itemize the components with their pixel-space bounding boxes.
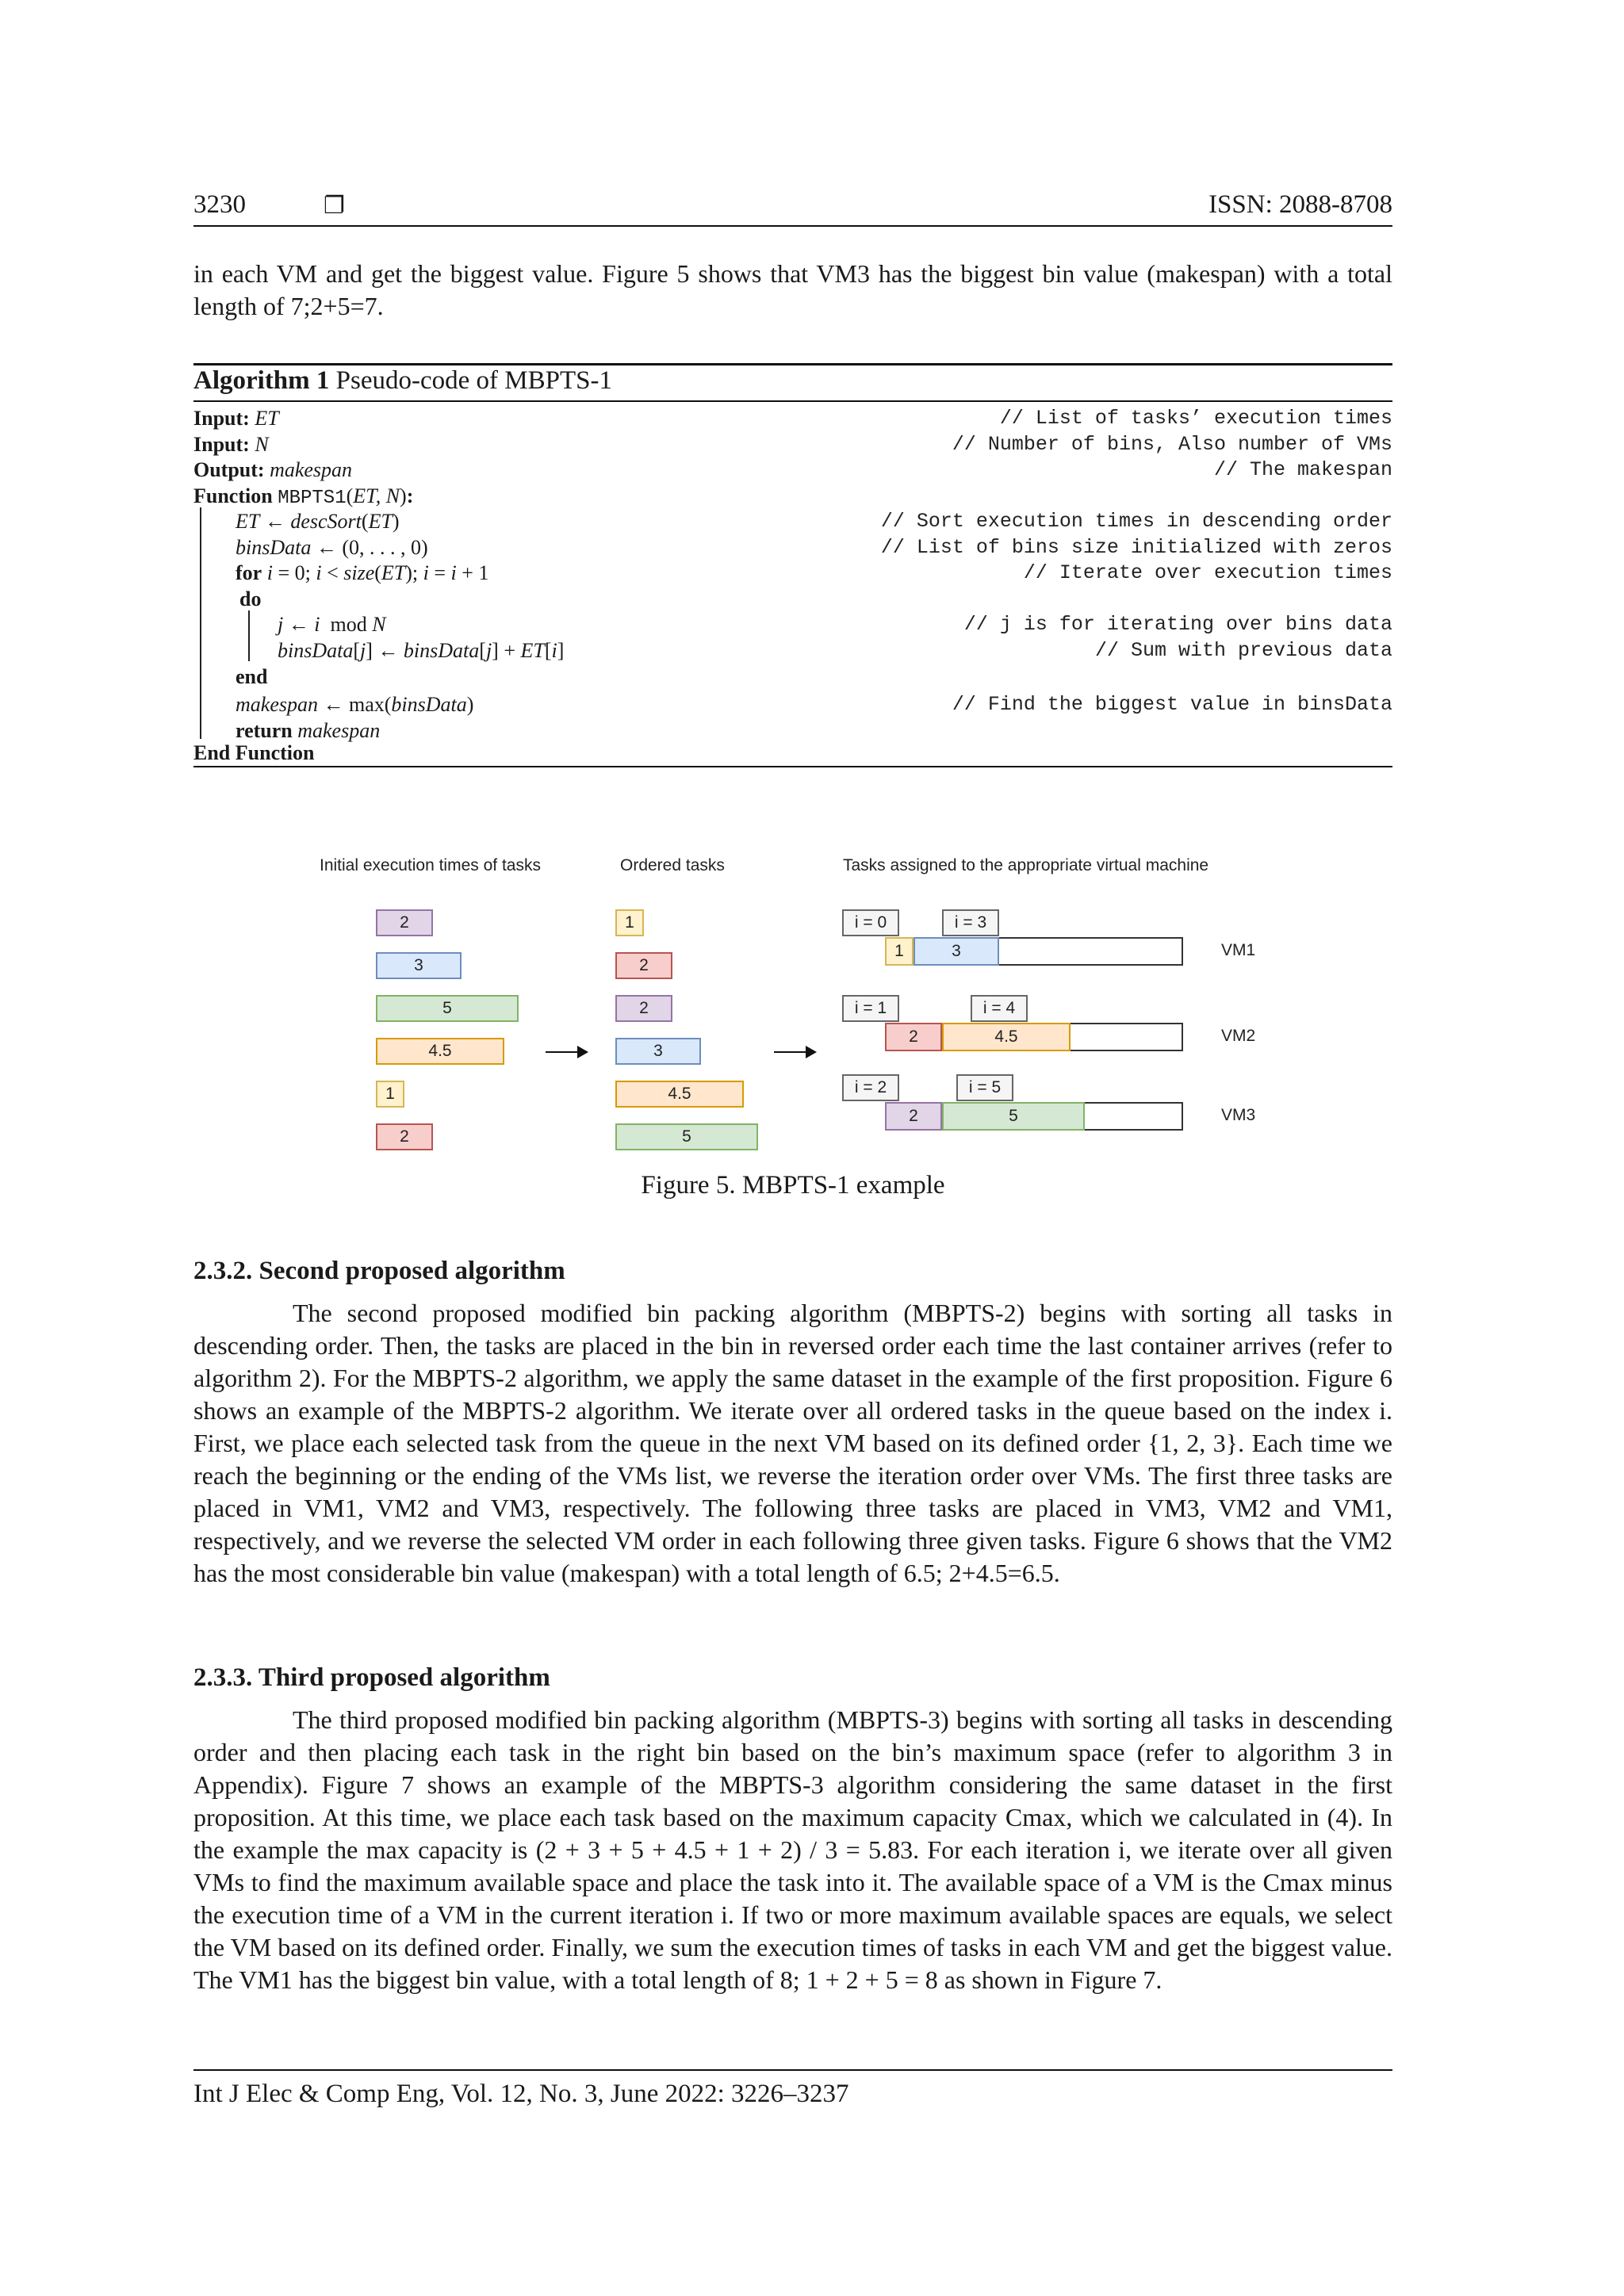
section-232-title: 2.3.2. Second proposed algorithm	[193, 1257, 565, 1285]
vm1-index-label: i = 0	[842, 909, 899, 936]
algo-line-input-et: Input: ET // List of tasks’ execution times	[193, 407, 1392, 430]
vm1-label: VM1	[1221, 941, 1256, 959]
algo-line-for: for i = 0; i < size(ET); i = i + 1 // Iterate over execution times	[236, 561, 1392, 584]
function-indent-line	[200, 507, 201, 739]
figure-5-caption: Figure 5. MBPTS-1 example	[641, 1171, 945, 1200]
ordered-task-box: 1	[615, 909, 644, 936]
vm2-index-label: i = 4	[971, 995, 1028, 1022]
ordered-task-box: 3	[615, 1038, 701, 1065]
algorithm-title: Pseudo-code of MBPTS-1	[335, 366, 612, 395]
vm2-task-box: 4.5	[942, 1023, 1071, 1051]
ordered-task-box: 2	[615, 995, 672, 1022]
initial-task-box: 5	[376, 995, 519, 1022]
algo-line-end-function: End Function	[193, 741, 315, 764]
ordered-task-box: 2	[615, 952, 672, 979]
ordered-task-box: 5	[615, 1123, 758, 1150]
vm2-index-label: i = 1	[842, 995, 899, 1022]
vm3-label: VM3	[1221, 1106, 1256, 1124]
initial-task-box: 2	[376, 909, 433, 936]
algo-line-mod: j ← i mod N // j is for iterating over bins data	[278, 613, 1392, 636]
vm2-task-box: 2	[885, 1023, 942, 1051]
fig-col1-title: Initial execution times of tasks	[320, 856, 541, 874]
vm3-task-box: 5	[942, 1102, 1085, 1131]
header-issn: ISSN: 2088-8708	[1208, 190, 1392, 219]
initial-task-box: 4.5	[376, 1038, 504, 1065]
vm1-index-label: i = 3	[942, 909, 999, 936]
initial-task-box: 2	[376, 1123, 433, 1150]
intro-paragraph: in each VM and get the biggest value. Figure 5 shows that VM3 has the biggest bin value (makespan) with a total length of 7;2+5=7.	[193, 259, 1392, 320]
vm3-index-label: i = 2	[842, 1074, 899, 1101]
header-square-icon: ❐	[324, 192, 345, 220]
algorithm-bottom-rule	[193, 766, 1392, 767]
algo-line-return: return makespan	[236, 719, 381, 742]
algo-line-do: do	[239, 587, 262, 610]
algorithm-caption	[193, 366, 612, 396]
algo-line-sum: binsData[j] ← binsData[j] + ET[i] // Sum with previous data	[278, 639, 1392, 662]
algo-line-bins-init: binsData ← (0, . . . , 0) // List of bins size initialized with zeros	[236, 536, 1392, 559]
ordered-task-box: 4.5	[615, 1081, 744, 1108]
page-number: 3230	[193, 190, 246, 219]
algo-line-max: makespan ← max(binsData) // Find the biggest value in binsData	[236, 693, 1392, 716]
algorithm-number: Algorithm 1	[193, 366, 330, 395]
vm1-task-box: 1	[885, 937, 914, 966]
vm3-task-box: 2	[885, 1102, 942, 1131]
loop-indent-line	[248, 610, 250, 661]
vm3-index-label: i = 5	[956, 1074, 1013, 1101]
initial-task-box: 3	[376, 952, 462, 979]
section-232-body: The second proposed modified bin packing algorithm (MBPTS-2) begins with sorting all tasks in descending order. Then, the tasks are placed in the bin in reversed order each time the last container arrives (refer to algorithm 2). For the MBPTS-2 algorithm, we apply the same dataset in the example of the first proposition. Figure 6 shows an example of the MBPTS-2 algorithm. We iterate over all ordered tasks in the queue based on the index i. First, we place each selected task from the queue in the next VM based on its defined order {1, 2, 3}. Each time we reach the beginning or the ending of the VMs list, we reverse the iteration order over VMs. The first three tasks are placed in VM1, VM2 and VM3, respectively. The following three tasks are placed in VM3, VM2 and VM1, respectively, and we reverse the selected VM order in each following three given tasks. Figure 6 shows that the VM2 has the most considerable bin value (makespan) with a total length of 6.5; 2+4.5=6.5.	[193, 1299, 1392, 1587]
initial-task-box: 1	[376, 1081, 404, 1108]
algo-line-sort: ET ← descSort(ET) // Sort execution times in descending order	[236, 510, 1392, 533]
fig-col2-title: Ordered tasks	[620, 856, 725, 874]
footer-citation: Int J Elec & Comp Eng, Vol. 12, No. 3, June 2022: 3226–3237	[193, 2080, 849, 2108]
algo-line-output: Output: makespan // The makespan	[193, 458, 1392, 481]
vm1-task-box: 3	[914, 937, 999, 966]
footer-rule	[193, 2069, 1392, 2071]
algorithm-top-rule	[193, 363, 1392, 365]
section-233-title: 2.3.3. Third proposed algorithm	[193, 1663, 550, 1692]
fig-col3-title: Tasks assigned to the appropriate virtual machine	[843, 856, 1209, 874]
arrow-right-icon	[774, 1051, 815, 1053]
section-233-body: The third proposed modified bin packing algorithm (MBPTS-3) begins with sorting all tasks in descending order and then placing each task in the right bin based on the bin’s maximum space (refer to algorithm 3 in Appendix). Figure 7 shows an example of the MBPTS-3 algorithm considering the same dataset in the first proposition. At this time, we place each task based on the maximum capacity Cmax, which we calculated in (4). In the example the max capacity is (2 + 3 + 5 + 4.5 + 1 + 2) / 3 = 5.83. For each iteration i, we iterate over all given VMs to find the maximum available space and place the task into it. The available space of a VM is the Cmax minus the execution time of a VM in the current iteration i. If two or more maximum available spaces are equals, we select the VM based on its defined order. Finally, we sum the execution times of tasks in each VM and get the biggest value. The VM1 has the biggest bin value, with a total length of 8; 1 + 2 + 5 = 8 as shown in Figure 7.	[193, 1705, 1392, 1994]
algo-line-input-n: Input: N // Number of bins, Also number of VMs	[193, 433, 1392, 456]
arrow-right-icon	[546, 1051, 587, 1053]
header-rule	[193, 225, 1392, 227]
algo-line-end: end	[236, 665, 268, 688]
vm2-label: VM2	[1221, 1027, 1256, 1045]
algo-line-function: Function MBPTS1(ET, N):	[193, 484, 414, 509]
algorithm-header-rule	[193, 400, 1392, 402]
